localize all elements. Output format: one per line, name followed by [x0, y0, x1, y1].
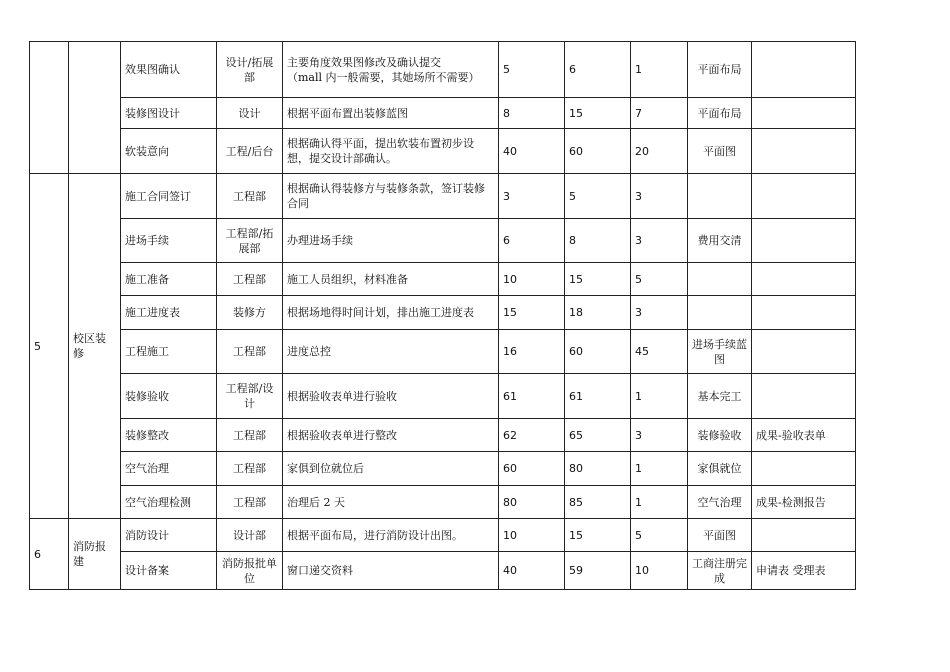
department: 设计	[217, 98, 283, 129]
table-row	[30, 452, 856, 486]
duration: 1	[631, 486, 688, 519]
end-day: 8	[565, 219, 631, 263]
table-row	[30, 552, 856, 590]
task-name: 装修验收	[121, 374, 217, 419]
duration: 3	[631, 174, 688, 219]
description: 窗口递交资料	[283, 552, 499, 590]
output	[752, 452, 856, 486]
start-day: 40	[499, 552, 565, 590]
table-row	[30, 519, 856, 552]
output	[752, 219, 856, 263]
output	[752, 296, 856, 330]
description: 进度总控	[283, 330, 499, 374]
duration: 1	[631, 374, 688, 419]
output	[752, 374, 856, 419]
start-day: 80	[499, 486, 565, 519]
output	[752, 519, 856, 552]
end-day: 85	[565, 486, 631, 519]
start-day: 16	[499, 330, 565, 374]
duration: 1	[631, 452, 688, 486]
start-day: 6	[499, 219, 565, 263]
prerequisite: 平面布局	[688, 98, 752, 129]
end-day: 15	[565, 263, 631, 296]
description: 根据平面布置出装修蓝图	[283, 98, 499, 129]
output: 申请表 受理表	[752, 552, 856, 590]
end-day: 15	[565, 519, 631, 552]
group-name: 消防报建	[69, 519, 121, 590]
group-seq: 5	[30, 174, 69, 519]
end-day: 5	[565, 174, 631, 219]
prerequisite: 平面图	[688, 519, 752, 552]
task-name: 装修图设计	[121, 98, 217, 129]
duration: 1	[631, 42, 688, 98]
duration: 45	[631, 330, 688, 374]
end-day: 18	[565, 296, 631, 330]
task-name: 空气治理检测	[121, 486, 217, 519]
department: 设计部	[217, 519, 283, 552]
start-day: 15	[499, 296, 565, 330]
duration: 3	[631, 419, 688, 452]
task-name: 设计备案	[121, 552, 217, 590]
description: 根据确认得装修方与装修条款，签订装修合同	[283, 174, 499, 219]
department: 工程部	[217, 486, 283, 519]
output	[752, 129, 856, 174]
description: 根据场地得时间计划，排出施工进度表	[283, 296, 499, 330]
prerequisite: 平面图	[688, 129, 752, 174]
schedule-body	[30, 42, 856, 590]
department: 工程/后台	[217, 129, 283, 174]
table-row	[30, 42, 856, 98]
output: 成果-验收表单	[752, 419, 856, 452]
department: 设计/拓展部	[217, 42, 283, 98]
output	[752, 263, 856, 296]
task-name: 空气治理	[121, 452, 217, 486]
task-name: 软装意向	[121, 129, 217, 174]
output	[752, 174, 856, 219]
start-day: 10	[499, 519, 565, 552]
table-row	[30, 263, 856, 296]
start-day: 10	[499, 263, 565, 296]
table-row	[30, 330, 856, 374]
seq-cell-blank	[30, 42, 69, 174]
start-day: 40	[499, 129, 565, 174]
duration: 10	[631, 552, 688, 590]
end-day: 59	[565, 552, 631, 590]
department: 工程部	[217, 452, 283, 486]
schedule-table	[29, 41, 856, 590]
end-day: 15	[565, 98, 631, 129]
department: 装修方	[217, 296, 283, 330]
department: 工程部/设计	[217, 374, 283, 419]
task-name: 施工准备	[121, 263, 217, 296]
table-row	[30, 98, 856, 129]
prerequisite: 平面布局	[688, 42, 752, 98]
prerequisite: 空气治理	[688, 486, 752, 519]
prerequisite	[688, 174, 752, 219]
start-day: 8	[499, 98, 565, 129]
department: 消防报批单位	[217, 552, 283, 590]
task-name: 施工进度表	[121, 296, 217, 330]
task-name: 工程施工	[121, 330, 217, 374]
description: 家俱到位就位后	[283, 452, 499, 486]
duration: 7	[631, 98, 688, 129]
description: 根据确认得平面，提出软装布置初步设想，提交设计部确认。	[283, 129, 499, 174]
end-day: 65	[565, 419, 631, 452]
task-name: 进场手续	[121, 219, 217, 263]
department: 工程部/拓展部	[217, 219, 283, 263]
duration: 5	[631, 519, 688, 552]
prerequisite: 费用交清	[688, 219, 752, 263]
end-day: 60	[565, 129, 631, 174]
table-row	[30, 419, 856, 452]
task-name: 施工合同签订	[121, 174, 217, 219]
output	[752, 98, 856, 129]
duration: 20	[631, 129, 688, 174]
start-day: 62	[499, 419, 565, 452]
description: 根据验收表单进行整改	[283, 419, 499, 452]
department: 工程部	[217, 330, 283, 374]
prerequisite: 基本完工	[688, 374, 752, 419]
duration: 3	[631, 296, 688, 330]
table-row	[30, 219, 856, 263]
group-seq: 6	[30, 519, 69, 590]
description: 办理进场手续	[283, 219, 499, 263]
end-day: 61	[565, 374, 631, 419]
start-day: 3	[499, 174, 565, 219]
end-day: 60	[565, 330, 631, 374]
prerequisite: 进场手续蓝图	[688, 330, 752, 374]
description: 根据平面布局，进行消防设计出图。	[283, 519, 499, 552]
table-row	[30, 129, 856, 174]
start-day: 5	[499, 42, 565, 98]
description: 治理后 2 天	[283, 486, 499, 519]
output: 成果-检测报告	[752, 486, 856, 519]
department: 工程部	[217, 419, 283, 452]
task-name: 装修整改	[121, 419, 217, 452]
description: 主要角度效果图修改及确认提交 （mall 内一般需要，其她场所不需要）	[283, 42, 499, 98]
end-day: 6	[565, 42, 631, 98]
department: 工程部	[217, 174, 283, 219]
prerequisite: 工商注册完成	[688, 552, 752, 590]
description: 根据验收表单进行验收	[283, 374, 499, 419]
prerequisite: 家俱就位	[688, 452, 752, 486]
start-day: 60	[499, 452, 565, 486]
start-day: 61	[499, 374, 565, 419]
table-row	[30, 296, 856, 330]
group-cell-blank	[69, 42, 121, 174]
output	[752, 42, 856, 98]
table-row	[30, 486, 856, 519]
table-row	[30, 174, 856, 219]
prerequisite	[688, 296, 752, 330]
task-name: 消防设计	[121, 519, 217, 552]
department: 工程部	[217, 263, 283, 296]
end-day: 80	[565, 452, 631, 486]
prerequisite: 装修验收	[688, 419, 752, 452]
prerequisite	[688, 263, 752, 296]
task-name: 效果图确认	[121, 42, 217, 98]
group-name: 校区装修	[69, 174, 121, 519]
table-row	[30, 374, 856, 419]
duration: 5	[631, 263, 688, 296]
description: 施工人员组织，材料准备	[283, 263, 499, 296]
output	[752, 330, 856, 374]
duration: 3	[631, 219, 688, 263]
